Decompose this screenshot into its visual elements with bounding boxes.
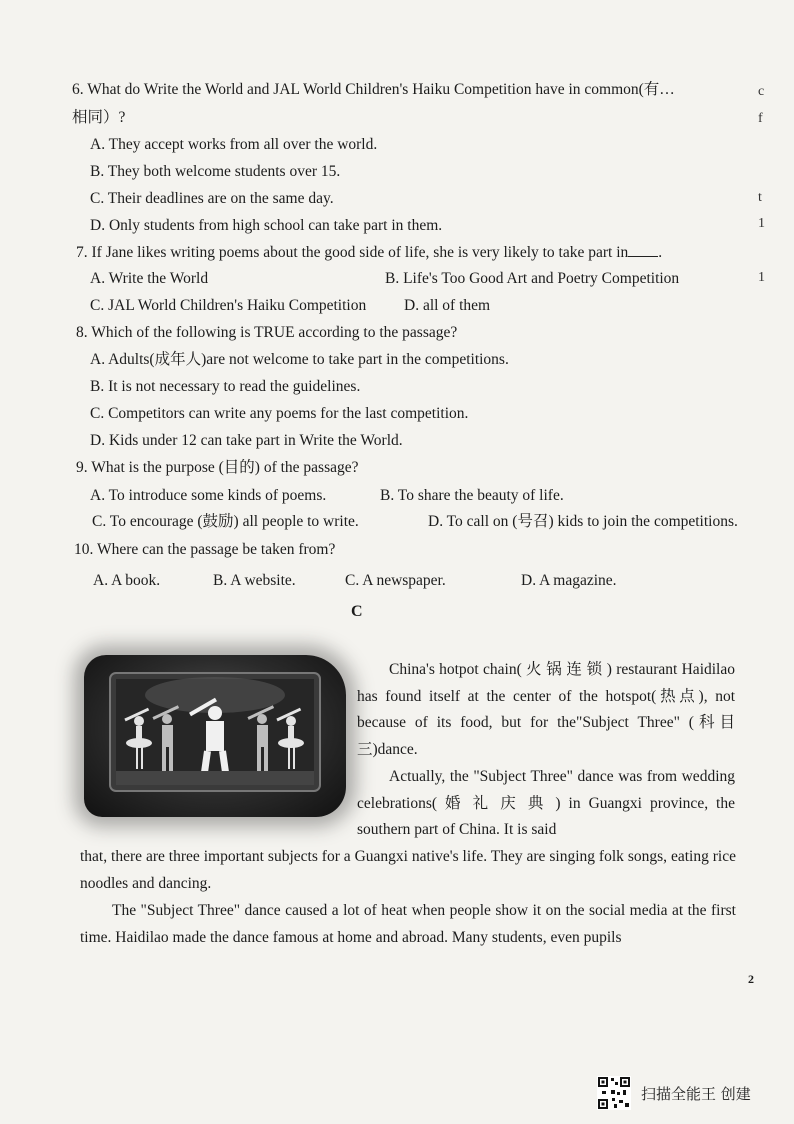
q7-option-d: D. all of them xyxy=(404,297,491,314)
q9-stem: 9. What is the purpose (目的) of the passage? xyxy=(76,459,359,476)
q7-stem-text: 7. If Jane likes writing poems about the good side of life, she is very likely to take part in xyxy=(76,244,629,261)
q6-option-b: B. They both welcome students over 15. xyxy=(90,163,341,180)
q10-option-c: C. A newspaper. xyxy=(345,572,446,589)
qr-code-icon xyxy=(597,1076,631,1110)
q9-option-c: C. To encourage (鼓励) all people to write. xyxy=(92,513,359,530)
q7-stem-end: . xyxy=(658,244,663,261)
edge-mark: t xyxy=(758,190,762,205)
q9-option-b: B. To share the beauty of life. xyxy=(380,487,564,504)
q9-option-d: D. To call on (号召) kids to join the competitions. xyxy=(428,513,738,530)
q10-stem: 10. Where can the passage be taken from? xyxy=(74,541,336,558)
q7-stem xyxy=(76,242,662,263)
q10-option-a: A. A book. xyxy=(93,572,161,589)
passage-paragraph-1: China's hotpot chain( 火 锅 连 锁 ) restaurant Haidilao has found itself at the center of the hotspot(热点), not because of its food, but for the"Subject Three" (科目三)dance. xyxy=(357,661,735,758)
scanner-app-name: 扫描全能王 创建 xyxy=(641,1084,751,1103)
passage-paragraph-2: Actually, the "Subject Three" dance was from wedding celebrations( 婚 礼 庆 典 ) in Guangxi province, the southern part of China. It is said xyxy=(357,768,735,838)
q6-option-c: C. Their deadlines are on the same day. xyxy=(90,190,334,207)
q8-stem: 8. Which of the following is TRUE according to the passage? xyxy=(76,324,458,341)
dancers-illustration xyxy=(84,655,346,817)
section-heading: C xyxy=(351,603,363,620)
q10-option-d: D. A magazine. xyxy=(521,572,617,589)
q6-stem-line2: 相同）? xyxy=(72,109,126,126)
passage-paragraph-3: The "Subject Three" dance caused a lot of heat when people show it on the social media at the first time. Haidilao made the dance famous at home and abroad. Many students, even pupils xyxy=(80,902,736,946)
q8-option-c: C. Competitors can write any poems for the last competition. xyxy=(90,405,469,422)
q8-option-a: A. Adults(成年人)are not welcome to take part in the competitions. xyxy=(90,351,509,368)
q7-option-a: A. Write the World xyxy=(90,270,209,287)
q10-option-b: B. A website. xyxy=(213,572,296,589)
q7-answer-blank xyxy=(628,242,658,257)
q8-option-d: D. Kids under 12 can take part in Write the World. xyxy=(90,432,403,449)
scanner-watermark xyxy=(597,1076,751,1110)
passage-paragraph-2-continued: that, there are three important subjects for a Guangxi native's life. They are singing folk songs, eating rice noodles and dancing. xyxy=(80,848,736,892)
dance-photo xyxy=(84,655,346,817)
q7-option-b: B. Life's Too Good Art and Poetry Competition xyxy=(385,270,680,287)
edge-mark: 1 xyxy=(758,270,765,285)
q6-option-a: A. They accept works from all over the world. xyxy=(90,136,378,153)
edge-mark: c xyxy=(758,84,765,99)
q6-stem-line1: 6. What do Write the World and JAL World Children's Haiku Competition have in common(有… xyxy=(72,81,675,98)
q7-option-c: C. JAL World Children's Haiku Competition xyxy=(90,297,367,314)
page-number: 2 xyxy=(748,972,754,986)
edge-mark: 1 xyxy=(758,216,765,231)
q6-option-d: D. Only students from high school can take part in them. xyxy=(90,217,443,234)
q9-option-a: A. To introduce some kinds of poems. xyxy=(90,487,327,504)
edge-mark: f xyxy=(758,111,763,126)
q8-option-b: B. It is not necessary to read the guidelines. xyxy=(90,378,361,395)
